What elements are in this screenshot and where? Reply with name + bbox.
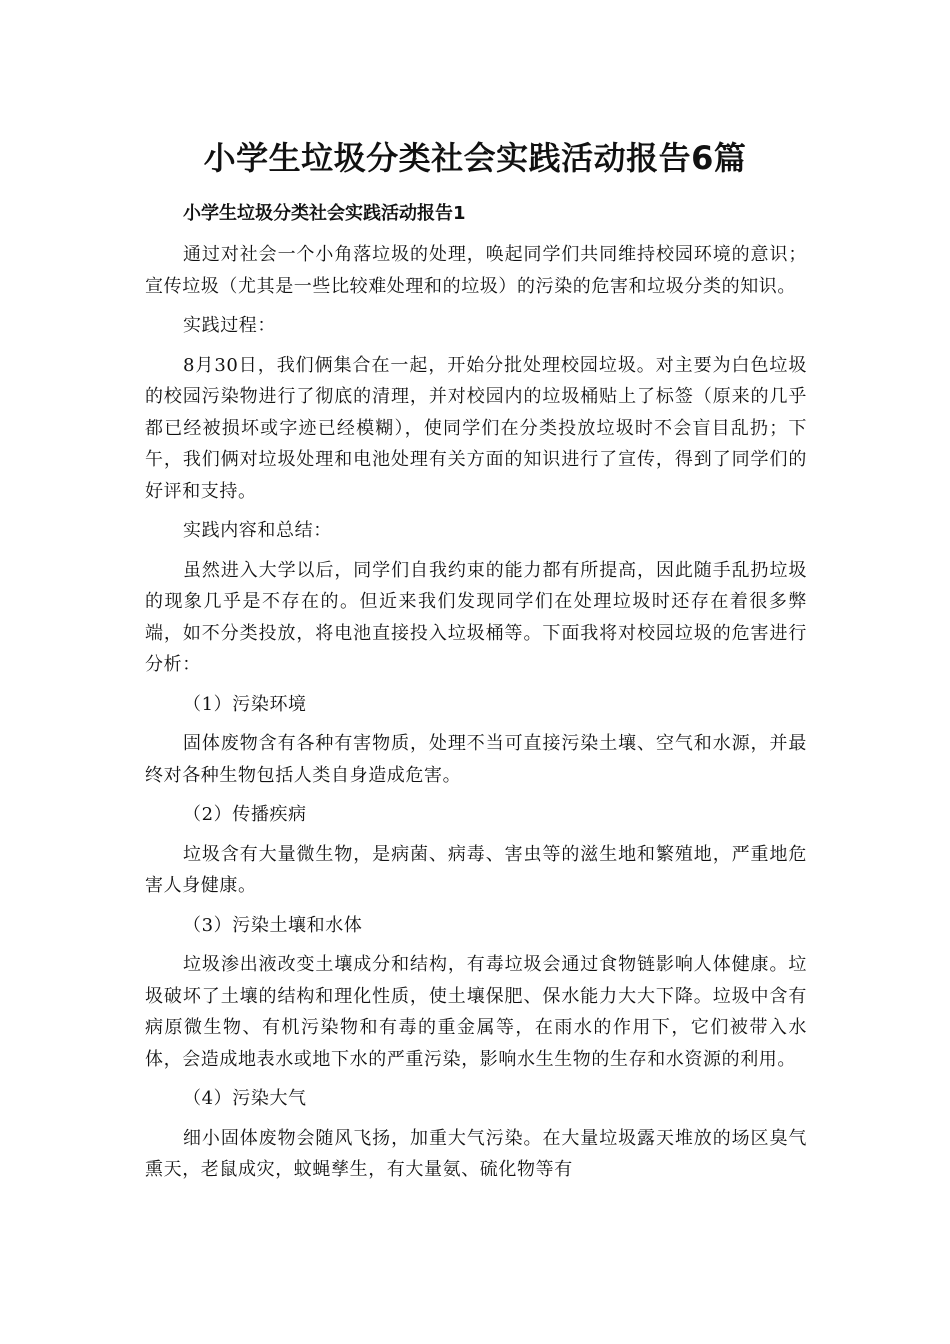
- section-heading: 小学生垃圾分类社会实践活动报告1: [183, 203, 466, 224]
- paragraph-process: 8月30日，我们俩集合在一起，开始分批处理校园垃圾。对主要为白色垃圾的校园污染物进行了彻底的清理，并对校园内的垃圾桶贴上了标签（原来的几乎都已经被损坏或字迹已经模糊），使同学们在分类投放垃圾时不会盲目乱扔；下午，我们俩对垃圾处理和电池处理有关方面的知识进行了宣传，得到了同学们的好评和支持。: [145, 354, 807, 502]
- paragraph-purpose: 通过对社会一个小角落垃圾的处理，唤起同学们共同维持校园环境的意识；宣传垃圾（尤其是一些比较难处理和的垃圾）的污染的危害和垃圾分类的知识。: [145, 244, 807, 297]
- paragraph-summary-heading: 实践内容和总结：: [183, 520, 332, 541]
- paragraph-item-4: 细小固体废物会随风飞扬，加重大气污染。在大量垃圾露天堆放的场区臭气熏天，老鼠成灾，蚊蝇孳生，有大量氨、硫化物等有: [145, 1127, 807, 1180]
- paragraph-item-1: 固体废物含有各种有害物质，处理不当可直接污染土壤、空气和水源，并最终对各种生物包括人类自身造成危害。: [145, 733, 807, 786]
- list-item-heading-1: （1）污染环境: [183, 693, 307, 715]
- list-item-heading-2: （2）传播疾病: [183, 804, 307, 825]
- list-item-heading-3: （3）污染土壤和水体: [183, 914, 363, 936]
- paragraph-summary: 虽然进入大学以后，同学们自我约束的能力都有所提高，因此随手乱扔垃圾的现象几乎是不存在的。但近来我们发现同学们在处理垃圾时还存在着很多弊端，如不分类投放，将电池直接投入垃圾桶等。下面我将对校园垃圾的危害进行分析：: [145, 559, 807, 675]
- paragraph-item-3: 垃圾渗出液改变土壤成分和结构，有毒垃圾会通过食物链影响人体健康。垃圾破坏了土壤的结构和理化性质，使土壤保肥、保水能力大大下降。垃圾中含有病原微生物、有机污染物和有毒的重金属等，在雨水的作用下，它们被带入水体，会造成地表水或地下水的严重污染，影响水生生物的生存和水资源的利用。: [145, 954, 807, 1070]
- list-item-heading-4: （4）污染大气: [183, 1088, 307, 1109]
- paragraph-process-heading: 实践过程：: [183, 315, 276, 336]
- document-title: 小学生垃圾分类社会实践活动报告6篇: [203, 139, 747, 177]
- document-body: [145, 198, 807, 1194]
- paragraph-item-2: 垃圾含有大量微生物，是病菌、病毒、害虫等的滋生地和繁殖地，严重地危害人身健康。: [145, 843, 807, 896]
